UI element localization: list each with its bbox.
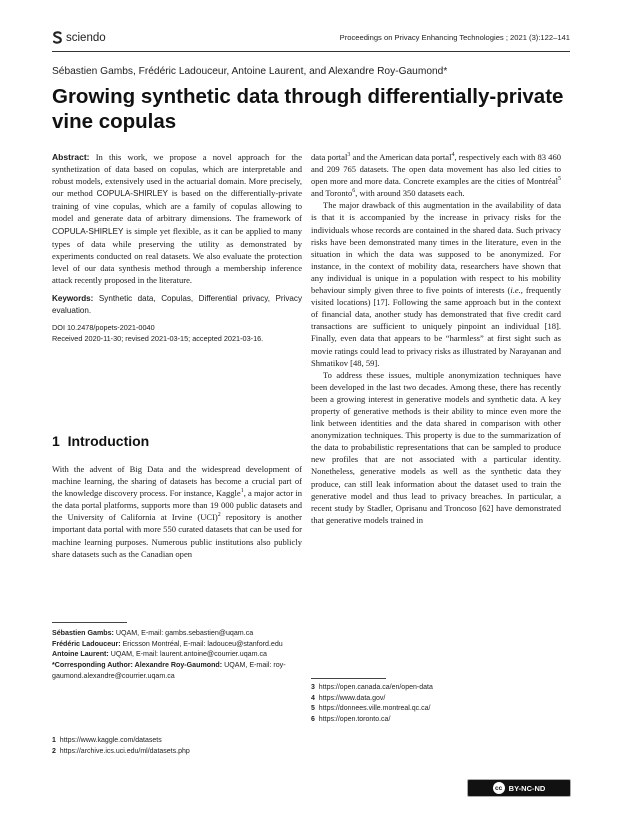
method-name: COPULA-SHIRLEY <box>96 189 168 199</box>
footnotes-right <box>311 683 561 725</box>
abstract: Abstract: In this work, we propose a novel approach for the synthetization of data based on copulas, which are interpretable and robust models, extensively used in the actuarial domain. More precisely, our method COPULA-SHIRLEY is based on the differentially-private training of vine copulas, which are a family of copulas allowing to model and generate data of arbitrary dimensions. The framework of COPULA-SHIRLEY is simple yet flexible, as it can be applied to many types of data while preserving the utility as demonstrated by experiments conducted on real datasets. We also evaluate the protection level of our data synthesis method through a membership inference attack recently proposed in the literature. <box>52 152 302 285</box>
intro-paragraph-3: To address these issues, multiple anonymization techniques have been developed in the last two decades. Among these, there has recently been a growing interest in generative models and synthetic data. A key property of generative methods is their ability to mince even more the link between identities and the data shared in comparison with other anonymization techniques. This property is due to the summarization of the data to probabilistic representations that can be sampled to produce new profiles that are not associated with a particular identity. Nonetheless, generative models as well as the synthetic data they produce, can still leak information about the dataset used to train the generative model and thus lead to privacy breaches. In particular, a recent study by Stadler, Oprisanu and Troncoso [62] have demonstrated that generative models trained in <box>311 369 561 525</box>
intro-paragraph-2: The major drawback of this augmentation in the availability of data is that it is accompanied by the increase in privacy risks for the individuals whose records are contained in the shared data. Such privacy risks have been demonstrated many times in the literature, even in the situation in which the data was supposed to be anonymized. For instance, in the context of mobility data, researchers have shown that any individual is unique in a population with respect to his mobility behaviour simply given three to five points of interests (i.e., frequently visited locations) [17]. Following the same approach but in the context of financial data, another study has demonstrated that five credit card transactions are sufficient to uniquely pinpoint an individual [18]. Finally, even data that appears to be “harmless” at first sight such as movie ratings could lead to privacy risks as illustrated by Narayanan and Shmatikov [48, 59]. <box>311 200 561 368</box>
publisher-logo <box>52 31 106 44</box>
footnote-link[interactable]: https://www.data.gov/ <box>318 694 386 702</box>
keywords-label: Keywords: <box>52 294 94 304</box>
footnote-link[interactable]: https://www.kaggle.com/datasets <box>59 737 162 744</box>
paper-title: Growing synthetic data through differentially-private vine copulas <box>52 85 564 133</box>
footnote: 6 https://open.toronto.ca/ <box>311 715 391 723</box>
received-dates: Received 2020-11-30; revised 2021-03-15; accepted 2021-03-16. <box>52 334 264 344</box>
method-name: COPULA-SHIRLEY <box>52 226 124 236</box>
footnote-link[interactable]: https://open.canada.ca/en/open-data <box>318 684 433 691</box>
section-heading: 1 Introduction <box>52 433 150 449</box>
footnote: 5 https://donnees.ville.montreal.qc.ca/ <box>311 705 431 712</box>
affiliations <box>52 628 302 682</box>
footnote: 2 https://archive.ics.uci.edu/ml/datasets.php <box>52 747 190 755</box>
left-column <box>52 151 302 345</box>
running-head: Proceedings on Privacy Enhancing Technologies ; 2021 (3):122–141 <box>339 33 570 42</box>
footnote: 1 https://www.kaggle.com/datasets <box>52 737 162 744</box>
right-column <box>311 151 561 526</box>
intro-paragraph-1-cont: data portal$^3$ and the American data portal$^4$, respectively each with 83 460 and 209 765 datasets. The open data movement has also led cities to open more and more data. Concrete examples are the cities of Montréal$^5$ and Toronto$^6$, with around 350 datasets each. <box>311 152 562 199</box>
license-text: BY-NC-ND <box>508 783 546 793</box>
affiliation: Antoine Laurent: UQAM, E-mail: laurent.antoine@courrier.uqam.ca <box>52 650 267 659</box>
creative-commons-icon: cc <box>493 782 505 794</box>
affiliation: Frédéric Ladouceur: Ericsson Montréal, E-mail: ladouceu@stanford.edu <box>52 639 283 648</box>
affiliation: Sébastien Gambs: UQAM, E-mail: gambs.sebastien@uqam.ca <box>52 629 254 637</box>
abstract-label: Abstract: <box>52 152 90 162</box>
keywords: Keywords: Synthetic data, Copulas, Differential privacy, Privacy evaluation. <box>52 294 302 315</box>
intro-paragraph-1: With the advent of Big Data and the widespread development of machine learning, the sharing of datasets has become a crucial part of the knowledge discovery process. For instance, Kaggle$^1$, a major actor in the data portal platforms, supports more than 19 000 public datasets and the University of California at Irvine (UCI)$^2$ repository is another important data portal with more 550 curated datasets that can be used for machine learning purposes. Numerous public institutions also publicly share datasets such as the Canadian open <box>52 464 302 559</box>
author-list: Sébastien Gambs, Frédéric Ladouceur, Antoine Laurent, and Alexandre Roy-Gaumond* <box>52 66 448 77</box>
footnote-link[interactable]: https://archive.ics.uci.edu/ml/datasets.php <box>59 747 190 755</box>
header-rule <box>52 51 570 52</box>
doi: DOI 10.2478/popets-2021-0040 <box>52 323 155 333</box>
license-badge[interactable] <box>467 779 571 797</box>
footnote: 4 https://www.data.gov/ <box>311 694 386 702</box>
footnotes-left <box>52 736 302 757</box>
sciendo-logo-icon <box>52 31 63 44</box>
page-header <box>52 31 570 47</box>
footnote: 3 https://open.canada.ca/en/open-data <box>311 684 433 691</box>
affiliation-rule <box>52 622 127 623</box>
footnote-link[interactable]: https://donnees.ville.montreal.qc.ca/ <box>318 705 431 712</box>
publisher-name: sciendo <box>66 31 106 44</box>
footnote-link[interactable]: https://open.toronto.ca/ <box>318 715 391 723</box>
affiliation: *Corresponding Author: Alexandre Roy-Gaumond: UQAM, E-mail: roy-gaumond.alexandre@courrier.uqam.ca <box>52 661 286 680</box>
footnote-rule <box>311 678 386 679</box>
